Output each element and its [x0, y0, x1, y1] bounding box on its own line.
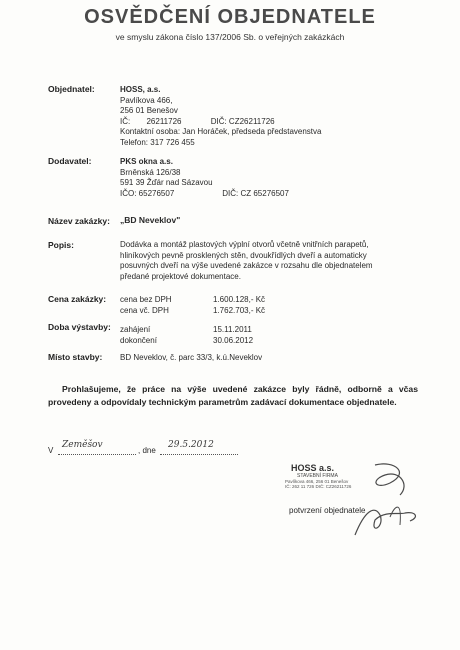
dodavatel-dic: DIČ: CZ 65276507 [222, 188, 289, 198]
popis-label: Popis: [48, 240, 74, 250]
objednatel-name: HOSS, a.s. [120, 85, 161, 94]
popis-line: hliníkových pevně prosklených stěn, dvoukřídlých dveří a automaticky [120, 250, 367, 260]
popis-line: Dodávka a montáž plastových výplní otvorů včetně vnitřních parapetů, [120, 240, 369, 249]
popis-line: posuvných dveří na výše uvedené zakázce v rozsahu dle objednatelem [120, 261, 373, 270]
cena-label: Cena zakázky: [48, 294, 107, 304]
date-handwritten: 29.5.2012 [168, 440, 214, 450]
objednatel-ic-label: IČ: [120, 116, 131, 126]
dodavatel-street: Brněnská 126/38 [120, 167, 181, 177]
doba-end-value: 30.06.2012 [213, 336, 254, 345]
zakazka-value: „BD Neveklov" [120, 215, 181, 225]
objednatel-block [120, 84, 321, 147]
objednatel-ic: 26211726 [146, 116, 182, 126]
dodavatel-block [120, 156, 289, 198]
popis-text [120, 240, 410, 282]
zakazka-label: Název zakázky: [48, 216, 110, 226]
date-prefix: , dne [138, 446, 156, 455]
cena-bez-label: cena bez DPH [120, 295, 172, 304]
cena-bez-value: 1.600.128,- Kč [213, 295, 266, 304]
misto-value: BD Neveklov, č. parc 33/3, k.ú.Neveklov [120, 353, 263, 362]
objednatel-contact: Kontaktní osoba: Jan Horáček, předseda představenstva [120, 127, 322, 136]
doba-end-label: dokončení [120, 336, 157, 345]
stamp-address: Pavlíkova 466, 256 01 Benešov [285, 479, 349, 484]
objednatel-dic: DIČ: CZ26211726 [210, 116, 275, 126]
doba-start-value: 15.11.2011 [213, 325, 252, 334]
objednatel-ids [120, 116, 321, 127]
dodavatel-ids [120, 188, 289, 199]
objednatel-street: Pavlíkova 466, [120, 95, 173, 105]
stamp-name: HOSS a.s. [291, 463, 335, 473]
cena-vc-value: 1.762.703,- Kč [213, 306, 266, 315]
misto-label: Místo stavby: [48, 352, 103, 362]
declaration-text: Prohlašujeme, že práce na výše uvedené zakázce byly řádně, odborně a včas provedeny a odpovídaly technickým parametrům zadávací dokumentace objednatele. [48, 384, 418, 407]
dodavatel-label: Dodavatel: [48, 156, 92, 166]
dodavatel-name: PKS okna a.s. [120, 157, 173, 166]
dodavatel-ico: IČO: 65276507 [120, 188, 175, 198]
popis-line: předané projektové dokumentace. [120, 271, 241, 281]
place-handwritten: Zeměšov [62, 440, 103, 450]
document-subtitle: ve smyslu zákona číslo 137/2006 Sb. o veřejných zakázkách [115, 32, 345, 42]
stamp-ids: IČ: 262 11 726 DIČ: CZ26211726 [285, 484, 352, 489]
doba-start-label: zahájení [120, 325, 151, 334]
doba-label: Doba výstavby: [48, 322, 111, 332]
dodavatel-city: 591 39 Žďár nad Sázavou [120, 178, 213, 187]
date-dotline [160, 454, 238, 455]
objednatel-city: 256 01 Benešov [120, 106, 178, 115]
confirmation-label: potvrzení objednatele [289, 506, 366, 515]
signature [330, 455, 440, 545]
objednatel-label: Objednatel: [48, 84, 95, 94]
place-prefix: V [48, 446, 54, 455]
document-title: OSVĚDČENÍ OBJEDNATELE [84, 6, 376, 28]
objednatel-phone: Telefon: 317 726 455 [120, 137, 195, 147]
place-dotline [58, 454, 136, 455]
stamp-sub: STAVEBNÍ FIRMA [297, 473, 338, 479]
cena-vc-label: cena vč. DPH [120, 306, 169, 315]
